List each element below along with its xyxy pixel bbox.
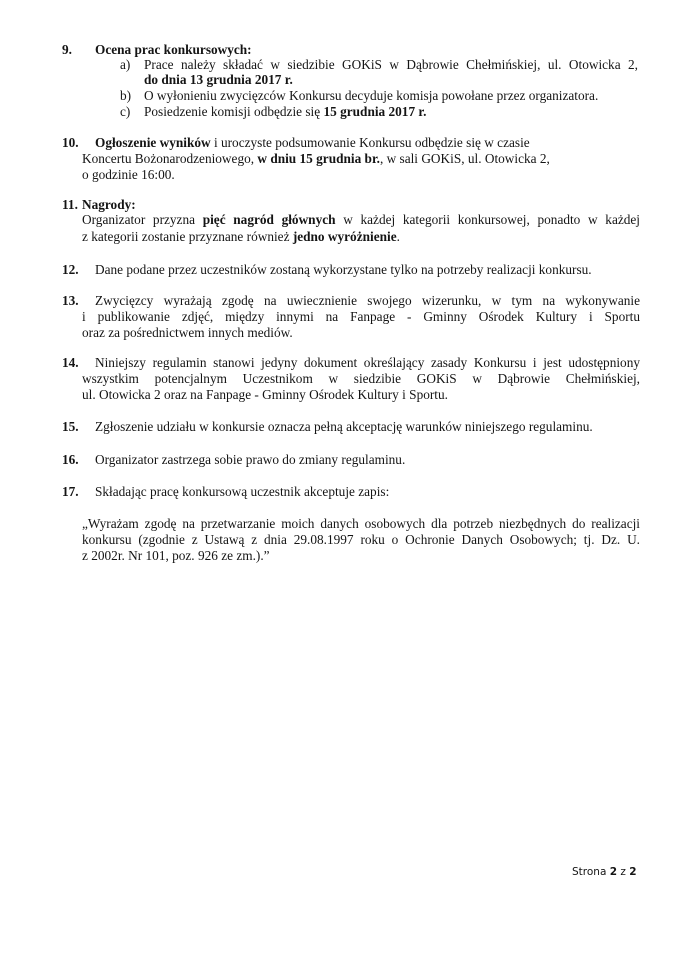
consent-quote: konkursu (zgodnie z Ustawą z dnia 29.08.1997 roku o Ochronie Danych Osobowych; tj. Dz. U. [82, 532, 640, 547]
section-number: 17. [62, 484, 79, 499]
item-marker: a) [120, 57, 131, 72]
deadline-date: do dnia 13 grudnia 2017 r. [144, 72, 293, 87]
section-text: O wyłonieniu zwycięzców Konkursu decyduje komisja powołane przez organizatora. [144, 88, 599, 103]
section-number: 14. [62, 355, 79, 370]
section-title: Ocena prac konkursowych: [95, 42, 252, 57]
consent-quote: „Wyrażam zgodę na przetwarzanie moich danych osobowych dla potrzeb niezbędnych do realizacji [82, 516, 640, 531]
section-number: 13. [62, 293, 79, 308]
section-text: Niniejszy regulamin stanowi jedyny dokument określający zasady Konkursu i jest udostępniony [95, 355, 640, 370]
page-footer [572, 866, 637, 878]
section-number: 9. [62, 42, 72, 57]
section-text: oraz za pośrednictwem innych mediów. [82, 325, 293, 340]
section-title: Ogłoszenie wyników [95, 135, 211, 150]
section-text-part: Organizator przyzna [82, 212, 203, 227]
section-text: o godzinie 16:00. [82, 167, 175, 182]
section-text-part: w każdej kategorii konkursowej, ponadto w każdej [335, 212, 640, 227]
section-text-part: , w sali GOKiS, ul. Otowicka 2, [379, 151, 550, 166]
section-title: Nagrody: [82, 197, 136, 212]
page-total: 2 [629, 866, 637, 878]
section-text-part: Posiedzenie komisji odbędzie się [144, 104, 324, 119]
consent-quote: z 2002r. Nr 101, poz. 926 ze zm.).” [82, 548, 270, 563]
section-text: ul. Otowicka 2 oraz na Fanpage - Gminny Ośrodek Kultury i Sportu. [82, 387, 448, 402]
section-text [95, 135, 530, 150]
section-number: 10. [62, 135, 79, 150]
section-number: 16. [62, 452, 79, 467]
page-separator: z [617, 866, 630, 878]
meeting-date: 15 grudnia 2017 r. [323, 104, 427, 119]
section-text: wszystkim potencjalnym Uczestnikom w siedzibie GOKiS w Dąbrowie Chełmińskiej, [82, 371, 640, 386]
item-marker: b) [120, 88, 132, 103]
section-number: 15. [62, 419, 79, 434]
section-text [82, 212, 640, 227]
distinction: jedno wyróżnienie [292, 229, 397, 244]
section-text [144, 104, 426, 119]
prize-count: pięć nagród głównych [202, 212, 336, 227]
section-text-part: . [396, 229, 400, 244]
page-current: 2 [609, 866, 618, 878]
section-text: Organizator zastrzega sobie prawo do zmiany regulaminu. [95, 452, 406, 467]
item-marker: c) [120, 104, 131, 119]
section-text: i publikowanie zdjęć, między innymi na Fanpage - Gminny Ośrodek Kultury i Sportu [82, 309, 640, 324]
section-text-part: z kategorii zostanie przyznane również [82, 229, 293, 244]
section-text-part: Koncertu Bożonarodzeniowego, [82, 151, 258, 166]
section-text [82, 229, 400, 244]
section-text: Składając pracę konkursową uczestnik akceptuje zapis: [95, 484, 390, 499]
section-text: Prace należy składać w siedzibie GOKiS w Dąbrowie Chełmińskiej, ul. Otowicka 2, [144, 57, 638, 72]
page-label: Strona [572, 866, 610, 878]
section-number: 11. [62, 197, 78, 212]
section-number: 12. [62, 262, 79, 277]
section-text: Zwycięzcy wyrażają zgodę na uwiecznienie swojego wizerunku, w tym na wykonywanie [95, 293, 640, 308]
section-text-part: i uroczyste podsumowanie Konkursu odbędzie się w czasie [210, 135, 530, 150]
section-text: Dane podane przez uczestników zostaną wykorzystane tylko na potrzeby realizacji konkursu. [95, 262, 592, 277]
section-text: Zgłoszenie udziału w konkursie oznacza pełną akceptację warunków niniejszego regulaminu. [95, 419, 593, 434]
event-date: w dniu 15 grudnia br. [257, 151, 380, 166]
section-text [82, 151, 550, 166]
